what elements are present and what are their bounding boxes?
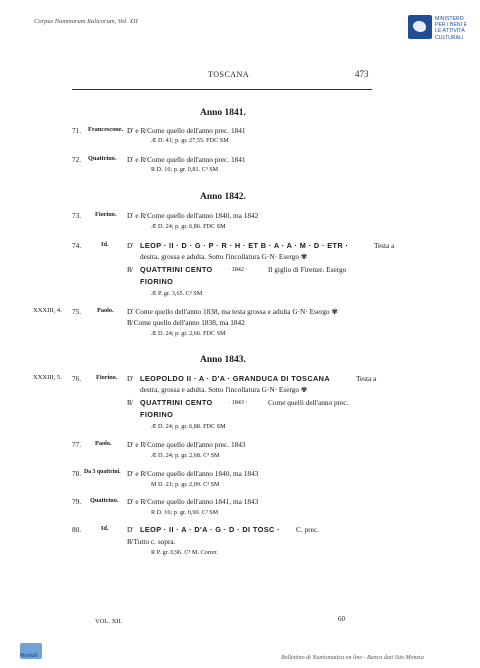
coin-legend: QUATTRINI CENTO: [140, 398, 213, 407]
entry-number: 73.: [72, 211, 82, 220]
entry-text: D' Come quello dell'anno 1838, ma testa grossa e adulta G·N· Esergo ✾: [127, 307, 338, 316]
entry-number: 77.: [72, 440, 82, 449]
entry-text: D' e R̸ Come quello dell'anno prec. 1841: [127, 155, 246, 164]
entry-text: R̸ Tutto c. sopra.: [127, 537, 176, 546]
year-heading: Anno 1842.: [200, 192, 246, 202]
entry-detail: R D. 16; p. gr. 0,81. C³ SM: [151, 166, 219, 173]
page-number: 473: [355, 69, 369, 79]
entry-text: D' e R̸ Come quello dell'anno 1840, ma 1842: [127, 211, 259, 220]
entry-number: 76.: [72, 374, 82, 383]
ministry-logo-icon: [408, 15, 432, 39]
entry-number: 79.: [72, 497, 82, 506]
coin-name: Quattrino.: [90, 497, 119, 504]
entry-text: destra, grossa e adulta. Sotto l'incollatura G·N· Esergo ✾: [140, 385, 307, 394]
coin-name: Fiorino.: [96, 374, 118, 381]
coin-legend: QUATTRINI CENTO: [140, 265, 213, 274]
signature-number: 60: [338, 615, 345, 623]
entry-number: 78.: [72, 469, 82, 478]
entry-detail: Æ P. gr. 3,65. C³ SM: [151, 290, 203, 297]
corpus-header: Corpus Nummorum Italicorum, Vol. XII: [34, 18, 138, 25]
bulletin-footer: Bollettino di Numismatica on line - Banca dati Sito Moneta: [281, 655, 424, 661]
obverse-mark: D': [127, 241, 134, 250]
entry-text: Il giglio di Firenze. Esergo: [268, 265, 347, 274]
coin-legend: LEOPOLDO II · A · D'A · GRANDUCA DI TOSCANA: [140, 374, 331, 383]
volume-footer: VOL. XII.: [95, 618, 123, 625]
year-heading: Anno 1841.: [200, 108, 246, 118]
coin-date: · 1843 ·: [228, 399, 248, 406]
entry-text: destra, grossa e adulta. Sotto l'incollatura G·N· Esergo ✾: [140, 252, 307, 261]
coin-name: Id.: [101, 241, 109, 248]
coin-name: Da 3 quattrini.: [84, 469, 121, 475]
entry-detail: Æ D. 24; p. gr. 2,66. FDC SM: [151, 330, 226, 337]
coin-legend: LEOP · II · D · G · P · R · H · ET B · A · A · M · D · ETR ·: [140, 241, 349, 250]
coin-name: Quattrino.: [88, 155, 117, 162]
entry-number: 72.: [72, 155, 82, 164]
entry-text: Testa a: [374, 241, 395, 250]
coin-legend: FIORINO: [140, 277, 174, 286]
entry-number: 80.: [72, 525, 82, 534]
entry-text: Come quelli dell'anno prec.: [268, 398, 349, 407]
entry-text: D' e R̸ Come quello dell'anno 1840, ma 1843: [127, 469, 259, 478]
plate-reference: XXXIII, 5.: [33, 374, 62, 381]
plate-reference: XXXIII, 4.: [33, 307, 62, 314]
entry-detail: R D. 16; p. gr. 0,90. C³ SM: [151, 509, 219, 516]
header-rule: [72, 89, 372, 90]
year-heading: Anno 1843.: [200, 355, 246, 365]
entry-text: D' e R̸ Come quello dell'anno 1841, ma 1843: [127, 497, 259, 506]
entry-number: 71.: [72, 126, 82, 135]
entry-number: 74.: [72, 241, 82, 250]
coin-legend: FIORINO: [140, 410, 174, 419]
entry-detail: R P. gr. 0,96. C³ M. Correr.: [151, 549, 218, 556]
ministry-logo-text: MINISTERO PER I BENI E LE ATTIVITÀ CULTURALI: [435, 16, 467, 41]
entry-text: C. prec.: [296, 525, 319, 534]
reverse-mark: R̸: [127, 398, 132, 407]
entry-detail: M D. 21; p. gr. 2,09. C³ SM: [151, 481, 220, 488]
entry-text: Testa a: [356, 374, 377, 383]
entry-text: R̸ Come quello dell'anno 1838, ma 1842: [127, 318, 245, 327]
entry-detail: Æ D. 24; p. gr. 6,88. FDC SM: [151, 423, 226, 430]
entry-number: 75.: [72, 307, 82, 316]
entry-detail: Æ D. 24; p. gr. 2,68. C³ SM: [151, 452, 220, 459]
entry-text: D' e R̸ Come quello dell'anno prec. 1843: [127, 440, 246, 449]
entry-text: D' e R̸ Come quello dell'anno prec. 1841: [127, 126, 246, 135]
running-title: TOSCANA: [208, 70, 250, 79]
coin-name: Paolo.: [95, 440, 112, 447]
coin-name: Id.: [101, 525, 109, 532]
coin-name: Paolo.: [97, 307, 114, 314]
entry-detail: Æ D. 24; p. gr. 6,86. FDC SM: [151, 223, 226, 230]
coin-date: · 1842 ·: [228, 266, 248, 273]
obverse-mark: D': [127, 525, 134, 534]
coin-name: Fiorino.: [95, 211, 117, 218]
moduli-logo-text: Moduli: [20, 653, 38, 659]
entry-detail: Æ D. 41; p. gr. 27,55. FDC SM: [151, 137, 229, 144]
coin-legend: LEOP · II · A · D'A · G · D · DI TOSC ·: [140, 525, 280, 534]
reverse-mark: R̸: [127, 265, 132, 274]
obverse-mark: D': [127, 374, 134, 383]
coin-name: Francescone.: [88, 126, 124, 133]
